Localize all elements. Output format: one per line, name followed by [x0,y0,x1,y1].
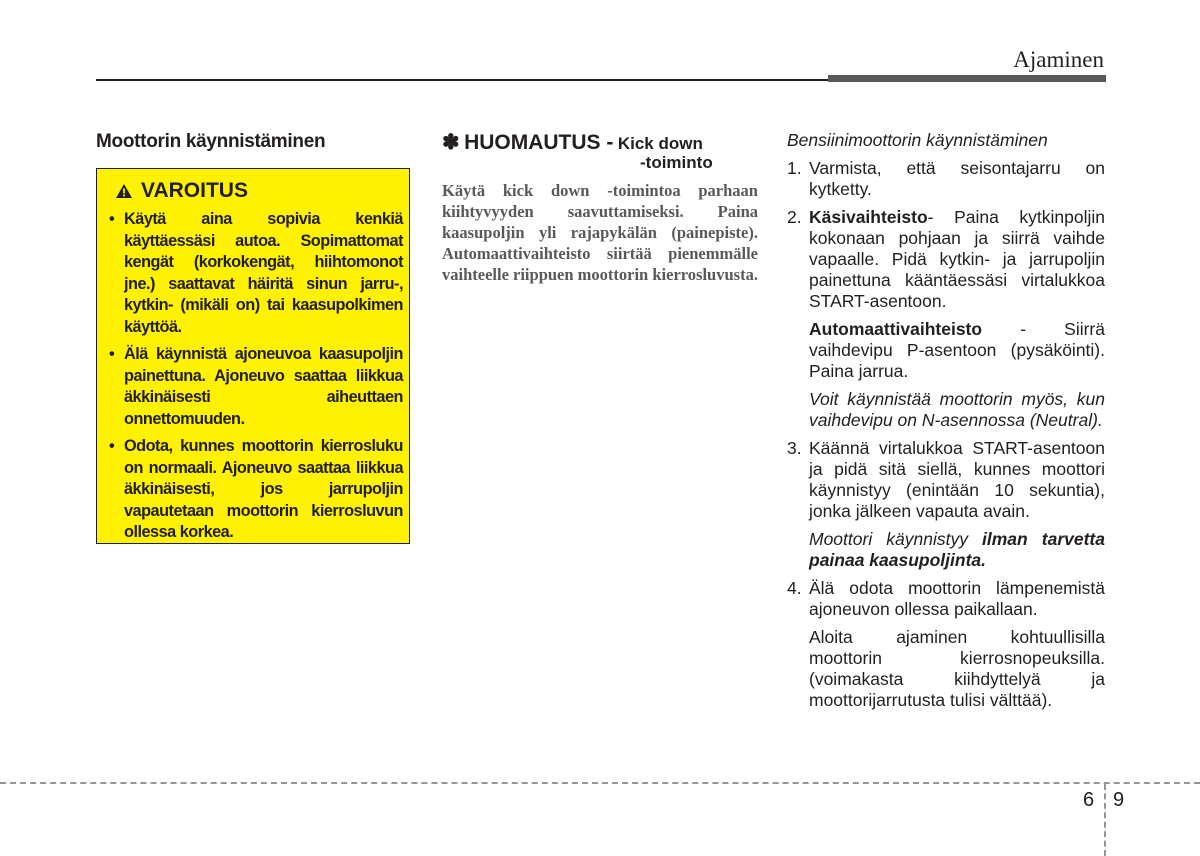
procedure-steps [787,158,1105,711]
warning-label: VAROITUS [141,179,248,202]
step-note-emphasis: ilman tarvetta painaa kaasupoljinta. [809,529,1105,570]
note-label: HUOMAUTUS - [464,131,614,154]
step-item [787,207,1105,431]
warning-item: • Älä käynnistä ajoneuvoa kaasupoljin painettuna. Ajoneuvo saattaa liikkua äkkinäisesti aiheuttaen onnettomuuden. [107,344,403,430]
procedure-column [787,130,1105,718]
note-heading [442,130,762,173]
step-note: Voit käynnistää moottorin myös, kun vaihdevipu on N-asennossa (Neutral). [809,389,1105,430]
warning-title [115,179,248,203]
chapter-title: Ajaminen [1013,47,1104,72]
note-symbol: ✽ [442,131,460,154]
section-heading: Moottorin käynnistäminen [96,131,326,152]
step-note-text: Moottori käynnistyy [809,529,983,549]
header-rule-accent [828,75,1106,82]
step-text: Varmista, että seisontajarru on kytketty. [809,158,1105,199]
automatic-transmission-text: - Siirrä vaihdevipu P-asentoon (pysäköinti). Paina jarrua. [809,319,1105,381]
step-item [787,578,1105,711]
page-number-divider [1104,784,1106,856]
step-text [809,207,1105,312]
warning-item: • Odota, kunnes moottorin kierrosluku on normaali. Ajoneuvo saattaa liikkua äkkinäisesti, jos jarrupoljin vapautetaan moottorin kierrosluvun ollessa korkea. [107,436,403,544]
footer-divider [0,782,1200,784]
warning-list [107,209,403,550]
automatic-transmission-label: Automaattivaihteisto [809,319,983,339]
note-subject-continued: -toiminto [640,153,713,172]
page-number: 9 [1113,789,1125,811]
note-subject: Kick down [617,134,703,153]
step-number: 3. [787,438,802,458]
step-text: Älä odota moottorin lämpenemistä ajoneuvon ollessa paikallaan. [809,578,1105,619]
manual-transmission-label: Käsivaihteisto [809,207,928,227]
procedure-heading: Bensiinimoottorin käynnistäminen [787,130,1048,150]
step-number: 4. [787,578,802,598]
chapter-number: 6 [1083,789,1095,811]
step-text [809,319,1105,382]
warning-item: • Käytä aina sopivia kenkiä käyttäessäsi autoa. Sopimattomat kengät (korkokengät, hiihtomonot jne.) saattavat häiritä sinun jarru-, kytkin- (mikäli on) tai kaasupolkimen käyttöä. [107,209,403,338]
step-number: 2. [787,207,802,227]
step-number: 1. [787,158,802,178]
step-note [809,529,1105,571]
step-item [787,438,1105,571]
step-item [787,158,1105,200]
warning-box [96,168,410,544]
warning-triangle-icon [115,183,133,199]
step-text: Aloita ajaminen kohtuullisilla moottorin kierrosnopeuksilla. (voimakasta kiihdyttelyä ja moottorijarrutusta tulisi välttää). [809,627,1105,710]
note-body: Käytä kick down -toimintoa parhaan kiihtyvyyden saavuttamiseksi. Paina kaasupoljin yli rajapykälän (painepiste). Automaattivaihteisto siirtää pienemmälle vaihteelle riippuen moottorin kierrosluvusta. [442,181,758,284]
step-text: Käännä virtalukkoa START-asentoon ja pidä sitä siellä, kunnes moottori käynnistyy (enintään 10 sekuntia), jonka jälkeen vapauta avain. [809,438,1105,521]
manual-transmission-text: - Paina kytkinpoljin kokonaan pohjaan ja siirrä vaihde vapaalle. Pidä kytkin- ja jarrupoljin painettuna kääntäessäsi virtalukkoa START-asentoon. [809,207,1105,311]
